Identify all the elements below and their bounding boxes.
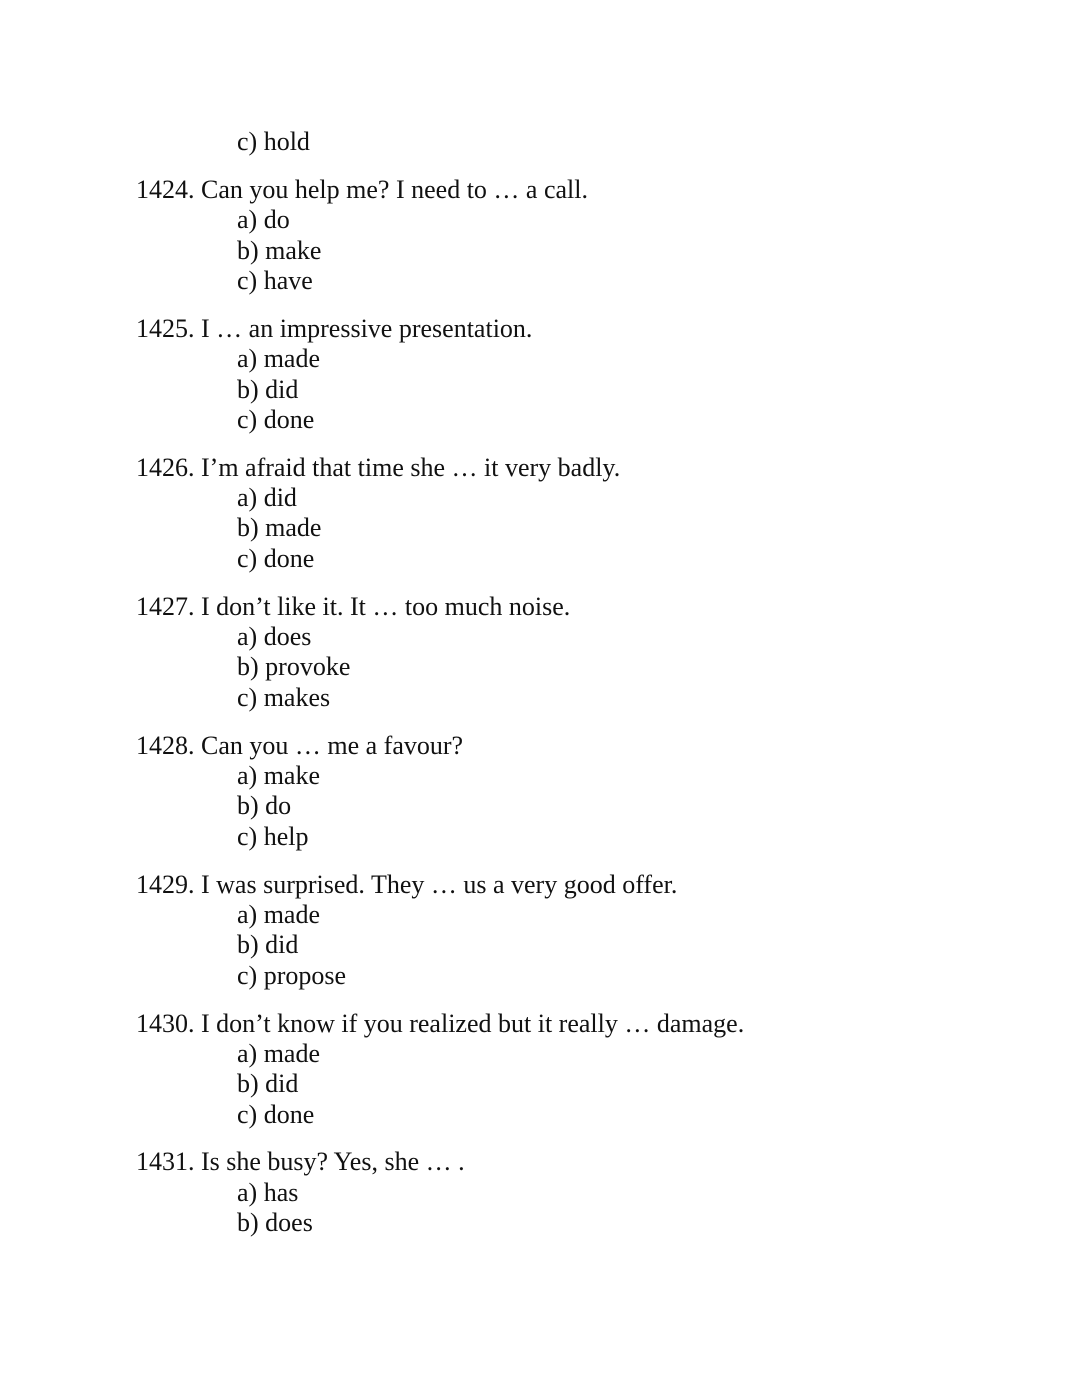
option: c) have: [237, 265, 313, 295]
option: a) made: [237, 899, 321, 929]
question-block: [0, 1009, 1080, 1131]
option: c) propose: [237, 960, 347, 990]
option: b) does: [237, 1208, 313, 1238]
question-text: 1429. I was surprised. They … us a very good offer.: [136, 869, 678, 899]
question-block: [0, 731, 1080, 853]
document-page: [0, 127, 1080, 1239]
option: a) do: [237, 205, 290, 235]
option: c) done: [237, 543, 315, 573]
option: c) done: [237, 404, 315, 434]
question-text: 1426. I’m afraid that time she … it very badly.: [136, 452, 621, 482]
question-text: 1425. I … an impressive presentation.: [136, 313, 533, 343]
option: b) provoke: [237, 652, 351, 682]
question-block: [0, 453, 1080, 575]
question-block: [0, 1147, 1080, 1238]
option: c) done: [237, 1099, 315, 1129]
question-text: 1427. I don’t like it. It … too much noise.: [136, 591, 571, 621]
option: a) made: [237, 1038, 321, 1068]
option: b) made: [237, 513, 322, 543]
question-list: [0, 175, 1080, 1239]
option: c) makes: [237, 682, 331, 712]
option: a) does: [237, 622, 312, 652]
option: c) help: [237, 821, 309, 851]
option: b) did: [237, 930, 299, 960]
option: c) hold: [237, 127, 310, 156]
option: b) did: [237, 374, 299, 404]
question-text: 1431. Is she busy? Yes, she … .: [136, 1147, 465, 1177]
option: b) do: [237, 791, 292, 821]
question-text: 1424. Can you help me? I need to … a call.: [136, 174, 588, 204]
option: a) make: [237, 760, 321, 790]
option: b) make: [237, 235, 322, 265]
question-text: 1428. Can you … me a favour?: [136, 730, 464, 760]
question-block: [0, 592, 1080, 714]
option: b) did: [237, 1069, 299, 1099]
question-text: 1430. I don’t know if you realized but it really … damage.: [136, 1008, 745, 1038]
question-block: [0, 314, 1080, 436]
question-block: [0, 870, 1080, 992]
option: a) made: [237, 344, 321, 374]
question-block: [0, 175, 1080, 297]
option: a) did: [237, 483, 297, 513]
option: a) has: [237, 1177, 299, 1207]
